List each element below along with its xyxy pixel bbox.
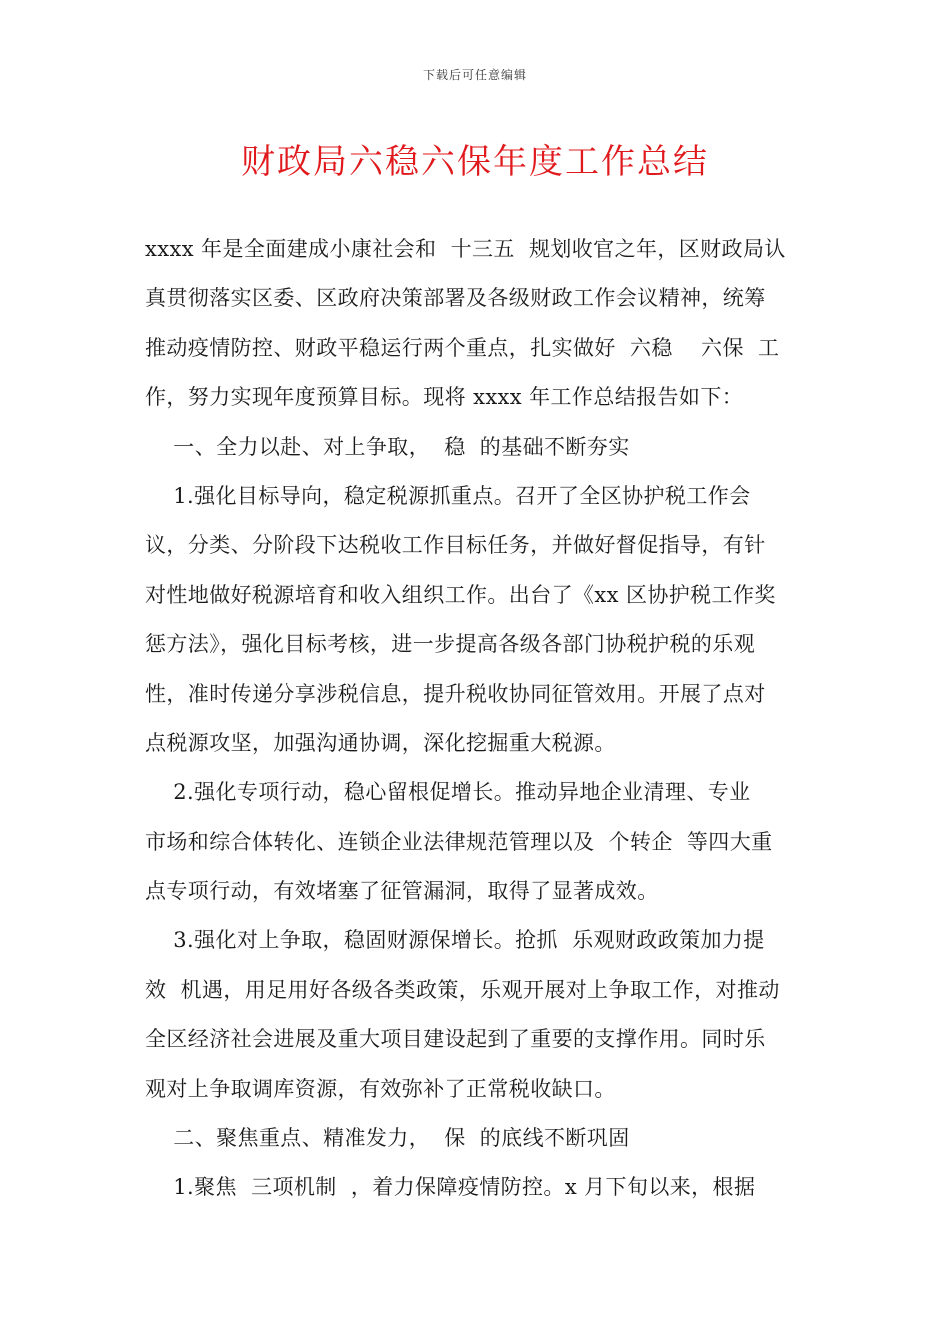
section-heading: 一、全力以赴、对上争取， 稳 的基础不断夯实: [145, 434, 630, 459]
body-line: 惩方法》，强化目标考核，进一步提高各级各部门协税护税的乐观: [145, 632, 756, 657]
body-line: 1.强化目标导向，稳定税源抓重点。召开了全区协护税工作会: [145, 483, 751, 508]
body-line: 性，准时传递分享涉税信息，提升税收协同征管效用。开展了点对: [145, 681, 766, 706]
body-line: 全区经济社会进展及重大项目建设起到了重要的支撑作用。同时乐: [145, 1027, 766, 1052]
section-heading: 二、聚焦重点、精准发力， 保 的底线不断巩固: [145, 1126, 630, 1151]
body-line: 点税源攻坚，加强沟通协调，深化挖掘重大税源。: [145, 730, 616, 755]
body-line: 1.聚焦 三项机制 ，着力保障疫情防控。x 月下旬以来，根据: [145, 1175, 756, 1200]
body-line: 对性地做好税源培育和收入组织工作。出台了《xx 区协护税工作奖: [145, 582, 776, 607]
body-line: 市场和综合体转化、连锁企业法律规范管理以及 个转企 等四大重: [145, 829, 773, 854]
body-line: 效 机遇，用足用好各级各类政策，乐观开展对上争取工作，对推动: [145, 977, 780, 1002]
body-line: 议，分类、分阶段下达税收工作目标任务，并做好督促指导，有针: [145, 533, 766, 558]
body-line: 2.强化专项行动，稳心留根促增长。推动异地企业清理、专业: [145, 780, 751, 805]
body-line: 观对上争取调库资源，有效弥补了正常税收缺口。: [145, 1076, 616, 1101]
document-body: [145, 225, 805, 1213]
body-line: 推动疫情防控、财政平稳运行两个重点，扎实做好 六稳 六保 工: [145, 335, 780, 360]
body-line: 点专项行动，有效堵塞了征管漏洞，取得了显著成效。: [145, 879, 659, 904]
body-line: 真贯彻落实区委、区政府决策部署及各级财政工作会议精神，统筹: [145, 286, 766, 311]
page-title: 财政局六稳六保年度工作总结: [241, 142, 709, 182]
body-line: 3.强化对上争取，稳固财源保增长。抢抓 乐观财政政策加力提: [145, 928, 765, 953]
header-note: 下载后可任意编辑: [422, 68, 527, 82]
body-line: xxxx 年是全面建成小康社会和 十三五 规划收官之年，区财政局认: [145, 237, 786, 261]
body-line: 作，努力实现年度预算目标。现将 xxxx 年工作总结报告如下：: [145, 385, 744, 410]
